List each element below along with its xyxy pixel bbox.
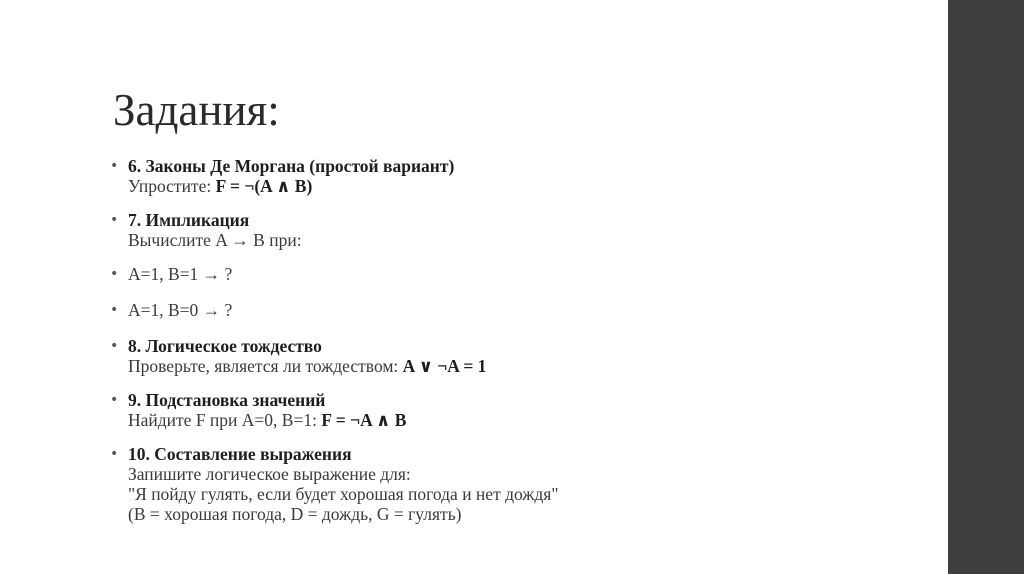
task-formula: F = ¬(A ∧ B) bbox=[215, 176, 313, 196]
task-list bbox=[110, 156, 910, 538]
task-text: (B = хорошая погода, D = дождь, G = гулять) bbox=[128, 504, 462, 524]
task-formula: A ∨ ¬A = 1 bbox=[402, 356, 487, 376]
task-heading: 7. Импликация bbox=[128, 210, 250, 230]
task-item-9 bbox=[110, 390, 910, 430]
task-item-10 bbox=[110, 444, 910, 524]
bullet-icon: • bbox=[110, 338, 119, 354]
task-formula: F = ¬A ∧ B bbox=[321, 410, 407, 430]
task-text: Упростите: bbox=[128, 176, 216, 196]
task-text: A=1, B=0 → ? bbox=[128, 300, 233, 320]
bullet-icon: • bbox=[110, 158, 119, 174]
task-heading: 6. Законы Де Моргана (простой вариант) bbox=[128, 156, 455, 176]
bullet-icon: • bbox=[110, 446, 119, 462]
bullet-icon: • bbox=[110, 212, 119, 228]
task-text: "Я пойду гулять, если будет хорошая погода и нет дождя" bbox=[128, 484, 559, 504]
slide-title: Задания: bbox=[113, 85, 280, 135]
task-item-6 bbox=[110, 156, 910, 196]
task-subitem bbox=[110, 300, 910, 320]
task-heading: 10. Составление выражения bbox=[128, 444, 352, 464]
task-item-7 bbox=[110, 210, 910, 250]
task-text: Найдите F при A=0, B=1: bbox=[128, 410, 322, 430]
bullet-icon: • bbox=[110, 302, 119, 318]
task-text: Вычислите A → B при: bbox=[128, 230, 302, 250]
task-text: Запишите логическое выражение для: bbox=[128, 464, 411, 484]
task-subitem bbox=[110, 264, 910, 284]
bullet-icon: • bbox=[110, 392, 119, 408]
bullet-icon: • bbox=[110, 266, 119, 282]
task-text: A=1, B=1 → ? bbox=[128, 264, 233, 284]
task-heading: 8. Логическое тождество bbox=[128, 336, 322, 356]
task-text: Проверьте, является ли тождеством: bbox=[128, 356, 403, 376]
task-heading: 9. Подстановка значений bbox=[128, 390, 326, 410]
task-item-8 bbox=[110, 336, 910, 376]
side-bar bbox=[948, 0, 1024, 574]
